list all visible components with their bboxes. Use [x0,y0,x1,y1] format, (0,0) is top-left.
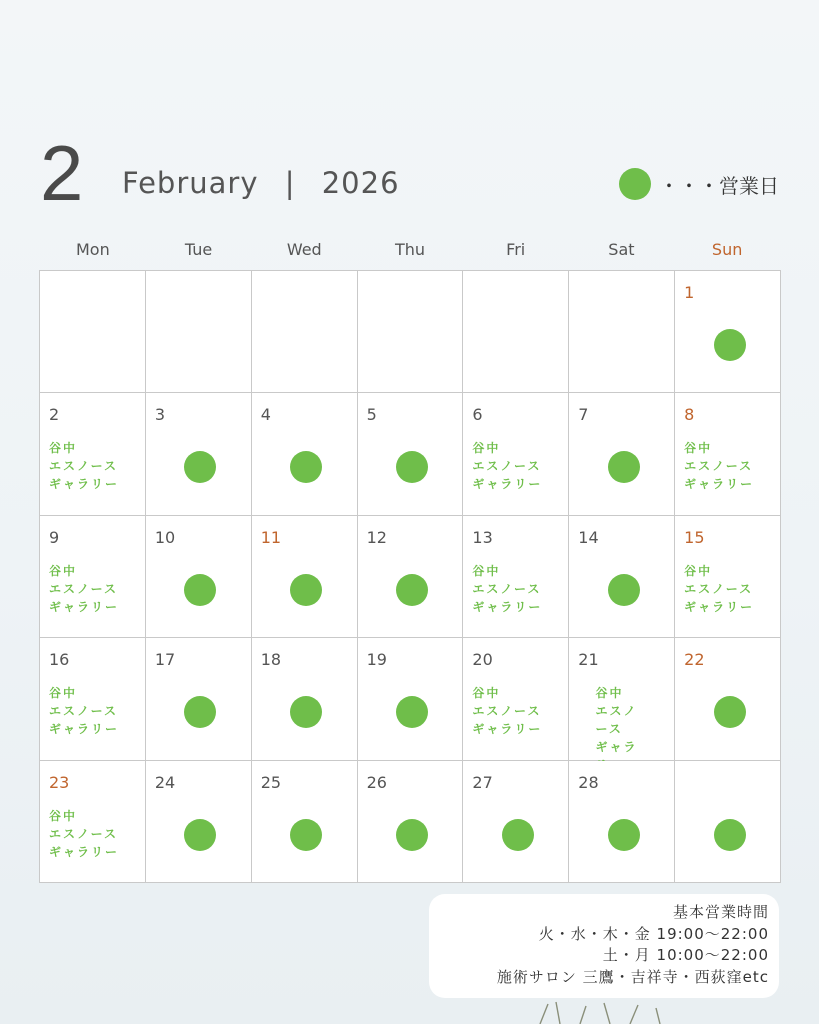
calendar-day-cell [358,393,464,515]
business-day-dot-icon [608,819,640,851]
calendar-day-cell [146,271,252,393]
venue-label: 谷中 エスノース ギャラリー [684,441,755,492]
venue-label: 谷中 エスノース ギャラリー [472,563,543,614]
calendar-day-cell [569,516,675,638]
weekday-sun: Sun [711,240,743,259]
day-number: 14 [578,527,599,547]
weekday-fri: Fri [506,240,526,259]
day-number: 3 [154,405,166,425]
day-number: 10 [154,527,176,547]
business-day-dot-icon [184,696,216,728]
calendar-day-cell [40,271,146,393]
day-number: 27 [472,772,493,792]
business-day-dot-icon [396,451,428,483]
venue-label: 谷中 エスノース ギャラリー [472,686,543,737]
day-number: 17 [154,650,176,670]
calendar-grid [39,270,781,883]
day-number: 21 [578,650,599,670]
business-hours-weekday: 火・水・木・金 19:00〜22:00 [538,924,769,943]
calendar-day-cell [463,271,569,393]
calendar-day-cell [252,271,358,393]
calendar-day-cell [146,638,252,760]
calendar-day-cell [40,761,146,883]
business-day-dot-icon [290,696,322,728]
business-day-dot-icon [290,574,322,606]
day-number: 18 [260,650,282,670]
venue-label: 谷中 エスノース ギャラリー [49,441,120,492]
day-number: 24 [154,772,176,792]
calendar-day-cell [358,638,464,760]
day-number: 6 [472,405,483,425]
calendar-day-cell [358,516,464,638]
day-number: 5 [366,405,377,425]
weekday-tue: Tue [184,240,213,259]
calendar-day-cell [252,761,358,883]
business-day-dot-icon [184,819,216,851]
day-number: 20 [472,650,493,670]
day-number: 13 [472,527,493,547]
calendar-day-cell [358,271,464,393]
business-day-dot-icon [608,451,640,483]
legend [619,168,779,200]
day-number: 19 [366,650,387,670]
day-number: 9 [49,527,60,547]
weekday-wed: Wed [286,240,322,259]
calendar-day-cell [463,761,569,883]
month-name: February [122,166,259,200]
weekday-thu: Thu [394,240,426,259]
weekday-header [40,240,780,259]
business-hours-weekend: 土・月 10:00〜22:00 [602,946,769,964]
day-number: 23 [49,772,70,792]
day-number: 15 [684,527,705,547]
business-day-dot-icon [619,168,651,200]
calendar-day-cell [358,761,464,883]
venue-label: 谷中 エスノース ギャラリー [49,563,120,614]
plant-decoration [520,1000,690,1024]
business-day-dot-icon [290,819,322,851]
weekday-sat: Sat [608,240,635,259]
day-number: 7 [578,405,589,425]
day-number: 8 [684,405,695,425]
business-day-dot-icon [396,819,428,851]
calendar-day-cell [252,393,358,515]
venue-label: 谷中 エスノース ギャラリー [49,686,120,737]
calendar-day-cell [569,393,675,515]
calendar-day-cell [675,516,781,638]
business-day-dot-icon [396,574,428,606]
calendar-day-cell [463,638,569,760]
business-day-dot-icon [502,819,534,851]
weekday-mon: Mon [75,240,110,259]
calendar-day-cell [675,393,781,515]
calendar-day-cell [252,516,358,638]
salon-locations: 施術サロン 三鷹・吉祥寺・西荻窪etc [496,967,769,986]
day-number: 4 [260,405,271,425]
calendar-day-cell [569,271,675,393]
calendar-day-cell [569,761,675,883]
venue-label: 谷中 エスノース ギャラ [595,686,638,755]
venue-label: 谷中 エスノース ギャラリー [684,563,755,614]
calendar-day-cell [675,761,781,883]
legend-label: ・・・営業日 [659,173,779,198]
day-number: 2 [49,405,60,425]
business-day-dot-icon [290,451,322,483]
calendar-day-cell [146,516,252,638]
venue-label: 谷中 エスノース ギャラリー [49,808,120,859]
calendar-day-cell [40,393,146,515]
day-number: 12 [366,527,387,547]
calendar-day-cell [40,516,146,638]
business-day-dot-icon [714,329,746,361]
business-day-dot-icon [396,696,428,728]
day-number: 1 [684,283,695,302]
business-day-dot-icon [184,451,216,483]
calendar-day-cell [146,393,252,515]
venue-label: 谷中 エスノース ギャラリー [472,441,543,492]
day-number: 26 [366,772,387,792]
business-hours-title: 基本営業時間 [672,903,769,921]
business-hours-box [429,894,779,998]
month-number: 2 [40,129,84,217]
day-number: 25 [260,772,282,792]
business-day-dot-icon [714,819,746,851]
year: 2026 [321,166,400,200]
calendar-day-cell [569,638,675,760]
calendar-day-cell [675,271,781,393]
day-number: 16 [49,650,70,670]
day-number: 11 [260,527,282,547]
business-day-dot-icon [608,574,640,606]
day-number: 22 [684,650,705,670]
calendar-day-cell [675,638,781,760]
calendar-day-cell [40,638,146,760]
month-year-heading [122,166,400,200]
month-year-separator: | [284,166,296,200]
calendar-day-cell [463,393,569,515]
business-day-dot-icon [184,574,216,606]
calendar-day-cell [463,516,569,638]
calendar-day-cell [146,761,252,883]
business-day-dot-icon [714,696,746,728]
day-number: 28 [578,772,599,792]
calendar-day-cell [252,638,358,760]
